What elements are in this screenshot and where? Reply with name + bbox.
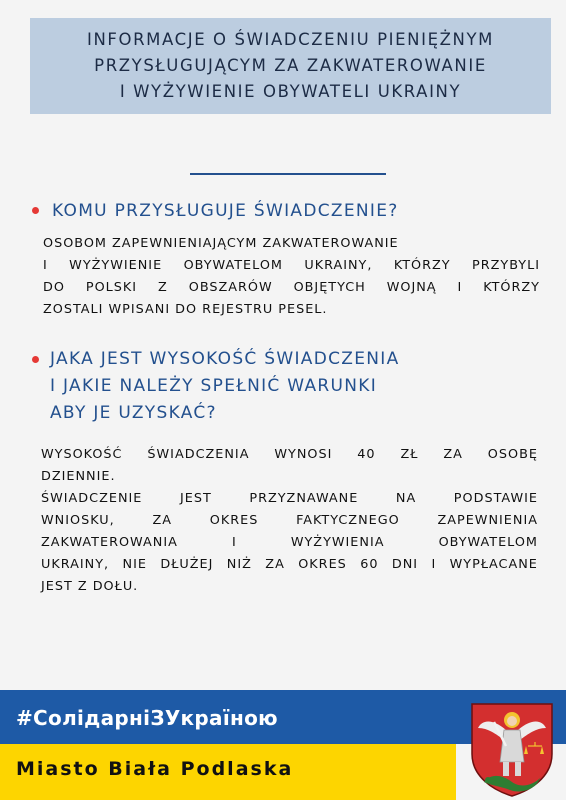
section1-answer-line-2: I WYŻYWIENIE OBYWATELOM UKRAINY, KTÓRZY PRZYBYLI — [43, 258, 540, 273]
bullet-icon — [32, 356, 39, 363]
footer-city-name: Miasto Biała Podlaska — [16, 758, 294, 780]
section2-question-line-1: JAKA JEST WYSOKOŚĆ ŚWIADCZENIA — [50, 349, 400, 369]
section2-answer — [41, 444, 538, 598]
section1-answer — [43, 233, 540, 321]
section2-answer-line-7: JEST Z DOŁU. — [41, 579, 139, 594]
header-box — [30, 18, 551, 114]
bullet-icon — [32, 207, 39, 214]
section1-answer-line-1: OSOBOM ZAPEWNIENIAJĄCYM ZAKWATEROWANIE — [43, 236, 399, 251]
header-title-line-3: I WYŻYWIENIE OBYWATELI UKRAINY — [119, 82, 462, 101]
section2-answer-line-3: ŚWIADCZENIE JEST PRZYZNAWANE NA PODSTAWIE — [41, 491, 538, 506]
coat-of-arms-icon — [470, 702, 554, 798]
header-title-line-1: INFORMACJE O ŚWIADCZENIU PIENIĘŻNYM — [87, 30, 494, 49]
section1-answer-line-3: DO POLSKI Z OBSZARÓW OBJĘTYCH WOJNĄ I KTÓRZY — [43, 280, 540, 295]
section1-question: KOMU PRZYSŁUGUJE ŚWIADCZENIE? — [52, 201, 399, 221]
header-title-line-2: PRZYSŁUGUJĄCYM ZA ZAKWATEROWANIE — [94, 56, 487, 75]
section2-answer-line-5: ZAKWATEROWANIA I WYŻYWIENIA OBYWATELOM — [41, 535, 538, 550]
footer-hashtag: #СолідарніЗУкраїною — [16, 706, 278, 730]
divider-line — [190, 173, 386, 175]
section2-question-line-2: I JAKIE NALEŻY SPEŁNIĆ WARUNKI — [50, 376, 378, 396]
section1-answer-line-4: ZOSTALI WPISANI DO REJESTRU PESEL. — [43, 302, 328, 317]
section2-question-line-3: ABY JE UZYSKAĆ? — [50, 403, 217, 423]
section2-answer-line-2: DZIENNIE. — [41, 469, 116, 484]
section2-answer-line-1: WYSOKOŚĆ ŚWIADCZENIA WYNOSI 40 ZŁ ZA OSOBĘ — [41, 447, 538, 462]
section2-answer-line-4: WNIOSKU, ZA OKRES FAKTYCZNEGO ZAPEWNIENIA — [41, 513, 538, 528]
section2-answer-line-6: UKRAINY, NIE DŁUŻEJ NIŻ ZA OKRES 60 DNI I WYPŁACANE — [41, 557, 538, 572]
